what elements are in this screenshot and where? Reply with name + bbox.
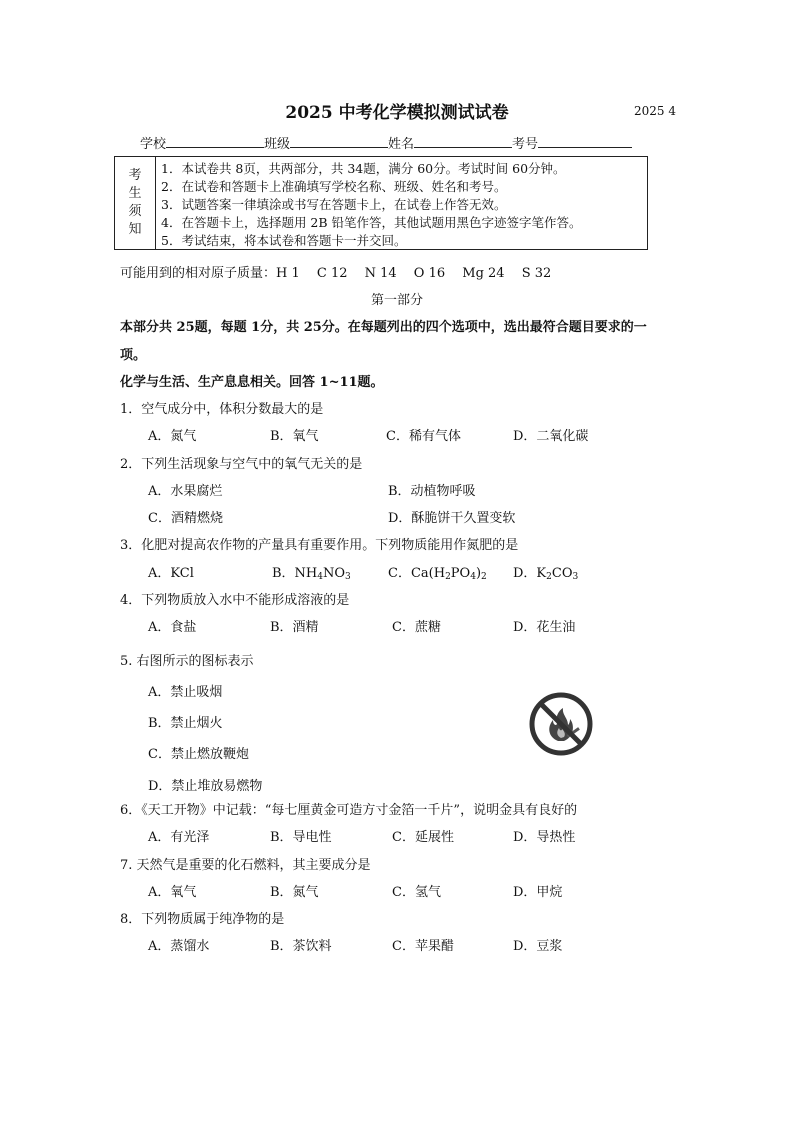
notice-item: 3．试题答案一律填涂或书写在答题卡上，在试卷上作答无效。 xyxy=(161,197,507,212)
q6-option-c: C．延展性 xyxy=(392,830,454,845)
question-7-stem: 7. 天然气是重要的化石燃料，其主要成分是 xyxy=(120,858,371,873)
name-label: 姓名 xyxy=(388,137,415,152)
part-title: 第一部分 xyxy=(370,293,423,308)
q3-option-a: A．KCl xyxy=(148,566,194,581)
q4-option-a: A．食盐 xyxy=(148,620,197,635)
class-label: 班级 xyxy=(264,137,291,152)
q5-option-d: D．禁止堆放易燃物 xyxy=(148,779,263,794)
student-info-row xyxy=(140,133,632,152)
q6-option-b: B．导电性 xyxy=(270,830,332,845)
question-5-stem: 5. 右图所示的图标表示 xyxy=(120,654,254,669)
q3-option-d: D．$K_2CO_3$ xyxy=(513,566,579,582)
q7-option-a: A．氧气 xyxy=(148,885,197,900)
atomic-masses: 可能用到的相对原子质量：H 1 C 12 N 14 O 16 Mg 24 S 32 xyxy=(120,266,552,281)
exam-number-label: 考号 xyxy=(512,137,539,152)
part-intro: 本部分共 25题，每题 1分，共 25分。在每题列出的四个选项中，选出最符合题目要求的一 xyxy=(120,320,647,335)
question-2-stem: 2．下列生活现象与空气中的氧气无关的是 xyxy=(120,457,363,472)
notice-box xyxy=(114,156,648,250)
name-field[interactable] xyxy=(414,133,512,148)
q8-option-c: C．苹果醋 xyxy=(392,939,454,954)
notice-item: 5．考试结束，将本试卷和答题卡一并交回。 xyxy=(161,233,407,248)
notice-item: 4．在答题卡上，选择题用 2B 铅笔作答，其他试题用黑色字迹签字笔作答。 xyxy=(161,215,582,230)
notice-label: 考 生 须 知 xyxy=(115,157,156,249)
q2-option-b: B．动植物呼吸 xyxy=(388,484,476,499)
question-8-stem: 8．下列物质属于纯净物的是 xyxy=(120,912,285,927)
q2-option-c: C．酒精燃烧 xyxy=(148,511,223,526)
q8-option-a: A．蒸馏水 xyxy=(148,939,210,954)
q3-option-c: C．$Ca(H_2PO_4)_2$ xyxy=(388,566,487,582)
school-field[interactable] xyxy=(166,133,264,148)
q1-option-a: A．氮气 xyxy=(148,429,197,444)
q1-option-b: B．氧气 xyxy=(270,429,319,444)
q2-option-d: D．酥脆饼干久置变软 xyxy=(388,511,516,526)
q7-option-d: D．甲烷 xyxy=(513,885,563,900)
no-fire-sign-icon xyxy=(528,691,594,757)
exam-number-field[interactable] xyxy=(538,133,632,148)
question-6-stem: 6．《天工开物》中记载：“每七厘黄金可造方寸金箔一千片”，说明金具有良好的 xyxy=(120,803,578,818)
q1-option-d: D．二氧化碳 xyxy=(513,429,589,444)
q6-option-d: D．导热性 xyxy=(513,830,576,845)
q6-option-a: A．有光泽 xyxy=(148,830,210,845)
exam-title: 2025 中考化学模拟测试试卷 xyxy=(285,103,509,123)
q1-option-c: C．稀有气体 xyxy=(386,429,461,444)
q8-option-b: B．茶饮料 xyxy=(270,939,332,954)
notice-items xyxy=(161,160,582,250)
q7-option-b: B．氮气 xyxy=(270,885,319,900)
q5-option-c: C．禁止燃放鞭炮 xyxy=(148,747,249,762)
q4-option-c: C．蔗糖 xyxy=(392,620,441,635)
school-label: 学校 xyxy=(140,137,167,152)
q3-option-b: B．$NH_4NO_3$ xyxy=(272,566,351,582)
question-4-stem: 4．下列物质放入水中不能形成溶液的是 xyxy=(120,593,350,608)
q8-option-d: D．豆浆 xyxy=(513,939,563,954)
notice-item: 1．本试卷共 8页，共两部分，共 34题，满分 60分。考试时间 60分钟。 xyxy=(161,161,566,176)
q5-option-a: A．禁止吸烟 xyxy=(148,685,223,700)
exam-date: 2025 4 xyxy=(634,104,676,118)
section-intro: 化学与生活、生产息息相关。回答 1~11题。 xyxy=(120,375,384,390)
question-3-stem: 3．化肥对提高农作物的产量具有重要作用。下列物质能用作氮肥的是 xyxy=(120,538,519,553)
q5-option-b: B．禁止烟火 xyxy=(148,716,223,731)
part-intro-cont: 项。 xyxy=(120,348,147,363)
q4-option-d: D．花生油 xyxy=(513,620,576,635)
class-field[interactable] xyxy=(290,133,388,148)
q2-option-a: A．水果腐烂 xyxy=(148,484,223,499)
q4-option-b: B．酒精 xyxy=(270,620,319,635)
notice-item: 2．在试卷和答题卡上准确填写学校名称、班级、姓名和考号。 xyxy=(161,179,507,194)
q7-option-c: C．氢气 xyxy=(392,885,441,900)
question-1-stem: 1．空气成分中，体积分数最大的是 xyxy=(120,402,324,417)
